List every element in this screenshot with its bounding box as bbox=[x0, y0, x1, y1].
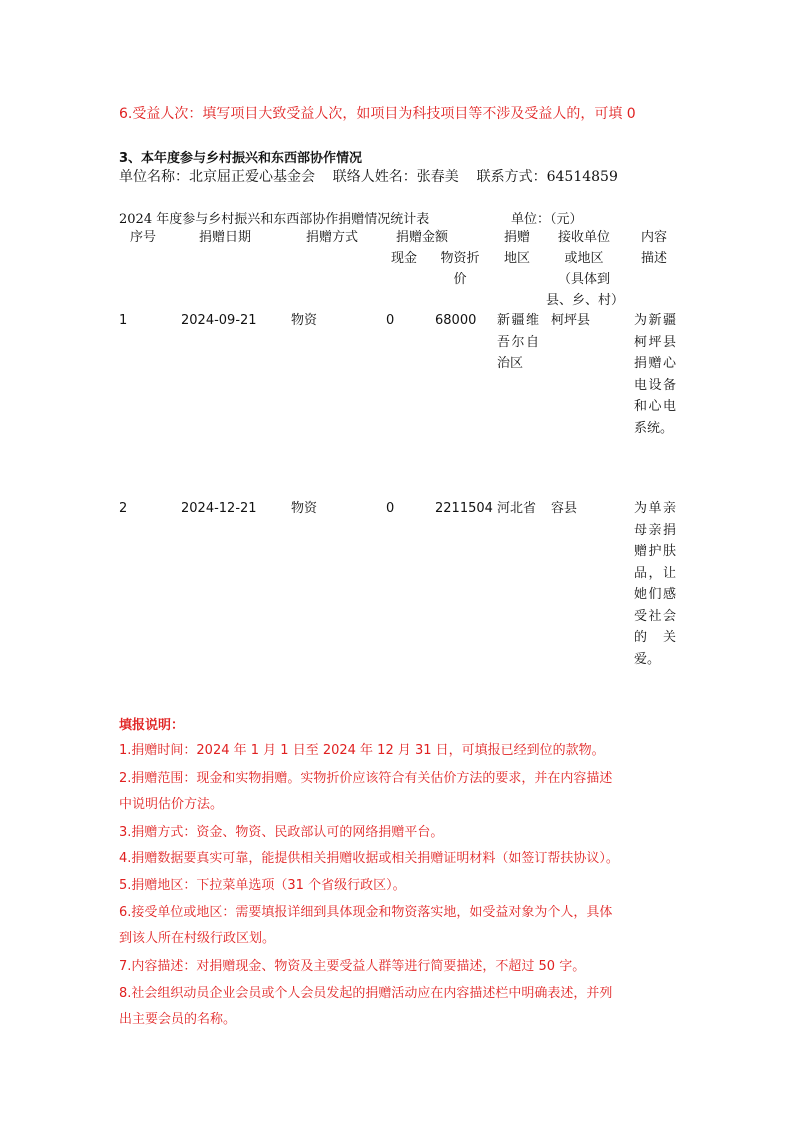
row-cash: 0 bbox=[386, 501, 395, 516]
row-region: 新疆维吾尔自治区 bbox=[497, 313, 539, 371]
header-date: 捐赠日期 bbox=[198, 230, 251, 245]
header-receiver: 接收单位 bbox=[557, 230, 610, 245]
row-goods: 2211504 bbox=[435, 501, 493, 516]
header-desc: 内容 bbox=[640, 230, 667, 245]
note-line: 2.捐赠范围：现金和实物捐赠。实物折价应该符合有关估价方法的要求，并在内容描述 bbox=[119, 771, 613, 786]
header-amount: 捐赠金额 bbox=[395, 230, 448, 245]
header-receiver-2: 或地区 bbox=[564, 251, 604, 266]
top-note: 6.受益人次：填写项目大致受益人次，如项目为科技项目等不涉及受益人的，可填 0 bbox=[119, 106, 636, 122]
note-line: 中说明估价方法。 bbox=[119, 797, 224, 812]
table-caption: 2024 年度参与乡村振兴和东西部协作捐赠情况统计表 bbox=[119, 212, 430, 227]
row-receiver: 柯坪县 bbox=[551, 313, 591, 328]
row-date: 2024-09-21 bbox=[181, 313, 257, 328]
header-receiver-3: （具体到 bbox=[557, 272, 610, 287]
note-line: 4.捐赠数据要真实可靠，能提供相关捐赠收据或相关捐赠证明材料（如签订帮扶协议）。 bbox=[119, 851, 619, 866]
row-description: 为单亲母亲捐赠护肤品，让她们感受社会的关爱。 bbox=[634, 501, 676, 667]
section-title: 3、本年度参与乡村振兴和东西部协作情况 bbox=[119, 151, 363, 166]
header-method: 捐赠方式 bbox=[305, 230, 358, 245]
row-method: 物资 bbox=[291, 501, 318, 516]
header-goods-2: 价 bbox=[453, 272, 467, 287]
org-info-line: 单位名称：北京屈正爱心基金会 联络人姓名：张春美 联系方式：64514859 bbox=[119, 169, 618, 185]
header-receiver-4: 县、乡、村） bbox=[546, 293, 625, 308]
note-line: 3.捐赠方式：资金、物资、民政部认可的网络捐赠平台。 bbox=[119, 825, 444, 840]
row-date: 2024-12-21 bbox=[181, 501, 257, 516]
header-cash: 现金 bbox=[390, 251, 417, 266]
note-line: 到该人所在村级行政区划。 bbox=[119, 931, 276, 946]
note-line: 8.社会组织动员企业会员或个人会员发起的捐赠活动应在内容描述栏中明确表述，并列 bbox=[119, 986, 613, 1001]
note-line: 出主要会员的名称。 bbox=[119, 1012, 237, 1027]
note-line: 7.内容描述：对捐赠现金、物资及主要受益人群等进行简要描述，不超过 50 字。 bbox=[119, 959, 586, 974]
header-seq: 序号 bbox=[129, 230, 156, 245]
note-line: 1.捐赠时间：2024 年 1 月 1 日至 2024 年 12 月 31 日，可填报已经到位的款物。 bbox=[119, 743, 605, 758]
row-seq: 1 bbox=[119, 313, 128, 328]
row-region: 河北省 bbox=[497, 501, 537, 516]
row-description: 为新疆柯坪县捐赠心电设备和心电系统。 bbox=[634, 313, 676, 436]
note-line: 5.捐赠地区：下拉菜单选项（31 个省级行政区）。 bbox=[119, 878, 406, 893]
notes-title: 填报说明： bbox=[119, 718, 185, 733]
header-desc-2: 描述 bbox=[640, 251, 667, 266]
row-receiver: 容县 bbox=[551, 501, 578, 516]
row-goods: 68000 bbox=[435, 313, 477, 328]
header-goods: 物资折 bbox=[440, 251, 480, 266]
row-method: 物资 bbox=[291, 313, 318, 328]
row-seq: 2 bbox=[119, 501, 128, 516]
table-unit: 单位：（元） bbox=[511, 212, 583, 227]
row-cash: 0 bbox=[386, 313, 395, 328]
note-line: 6.接受单位或地区：需要填报详细到具体现金和物资落实地，如受益对象为个人，具体 bbox=[119, 905, 613, 920]
header-region: 捐赠 bbox=[503, 230, 530, 245]
header-region-2: 地区 bbox=[503, 251, 530, 266]
